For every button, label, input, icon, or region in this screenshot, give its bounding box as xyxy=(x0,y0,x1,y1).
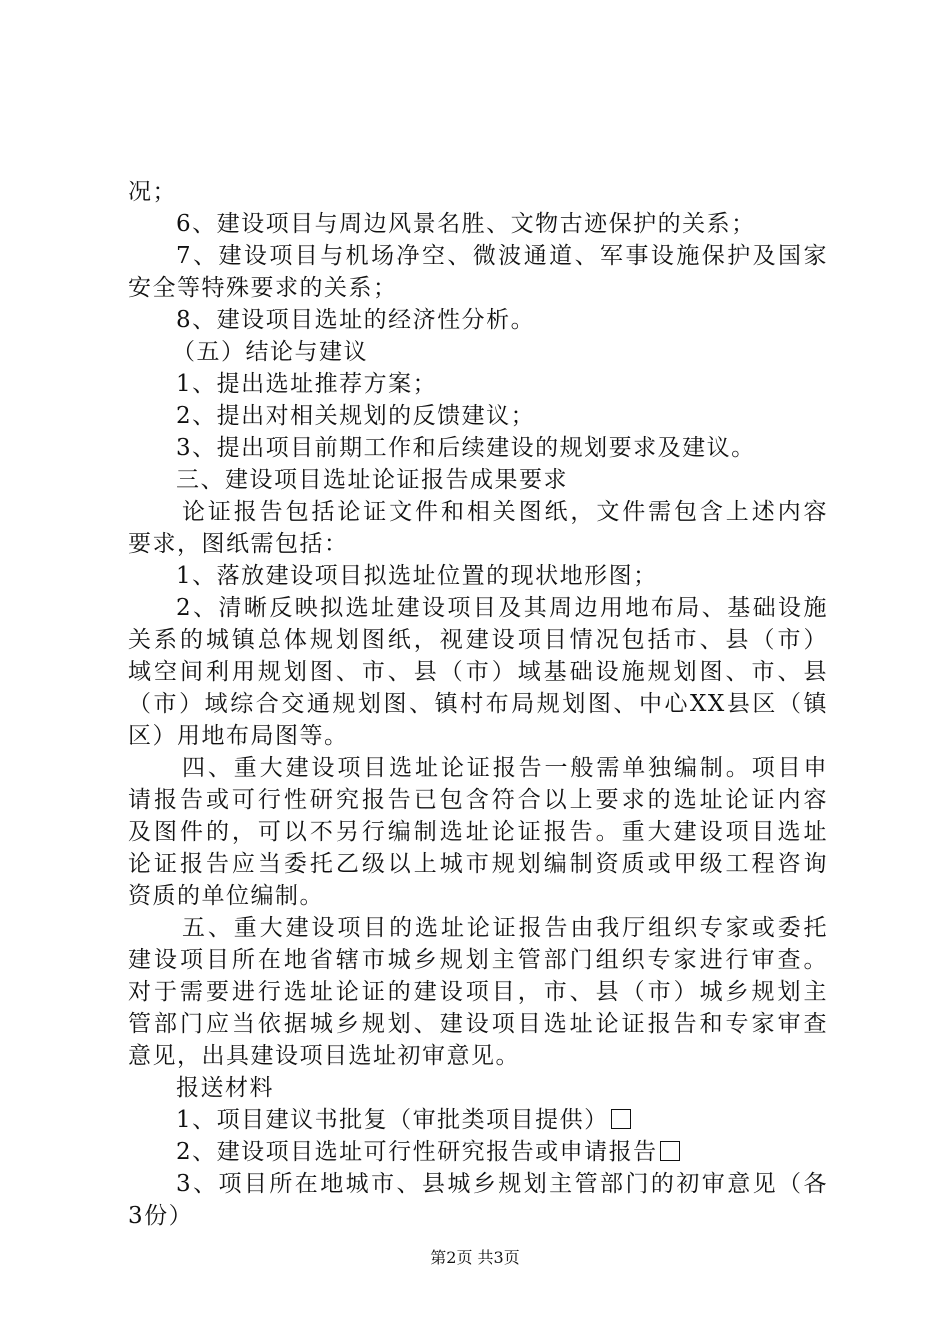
document-line xyxy=(128,272,828,304)
document-line xyxy=(128,720,828,752)
document-line xyxy=(128,944,828,976)
document-line xyxy=(128,208,828,240)
line-text: 况； xyxy=(128,179,177,205)
line-text: 论证报告包括论证文件和相关图纸，文件需包含上述内容 xyxy=(182,499,828,525)
line-text: 2、建设项目选址可行性研究报告或申请报告 xyxy=(176,1139,658,1165)
page-footer: 第2页 共3页 xyxy=(430,1248,520,1267)
line-text: 3、项目所在地城市、县城乡规划主管部门的初审意见（各 xyxy=(176,1171,828,1197)
document-line xyxy=(128,336,828,368)
document-line xyxy=(128,784,828,816)
document-line xyxy=(128,464,828,496)
document-line xyxy=(128,976,828,1008)
document-line xyxy=(128,1136,828,1168)
document-line xyxy=(128,752,828,784)
document-line xyxy=(128,240,828,272)
line-text: 对于需要进行选址论证的建设项目，市、县（市）城乡规划主 xyxy=(128,979,828,1005)
document-line xyxy=(128,176,828,208)
document-line xyxy=(128,880,828,912)
checkbox-square-icon xyxy=(660,1141,680,1161)
line-text: 8、建设项目选址的经济性分析。 xyxy=(176,307,536,333)
line-text: 四、重大建设项目选址论证报告一般需单独编制。项目申 xyxy=(182,755,828,781)
document-line xyxy=(128,1104,828,1136)
line-text: 2、清晰反映拟选址建设项目及其周边用地布局、基础设施 xyxy=(176,595,828,621)
document-line xyxy=(128,912,828,944)
line-text: 1、落放建设项目拟选址位置的现状地形图； xyxy=(176,563,658,589)
line-text: 意见，出具建设项目选址初审意见。 xyxy=(128,1043,520,1069)
line-text: 6、建设项目与周边风景名胜、文物古迹保护的关系； xyxy=(176,211,756,237)
document-line xyxy=(128,1040,828,1072)
line-text: 及图件的，可以不另行编制选址论证报告。重大建设项目选址 xyxy=(128,819,828,845)
line-text: 资质的单位编制。 xyxy=(128,883,324,909)
line-text: 建设项目所在地省辖市城乡规划主管部门组织专家进行审查。 xyxy=(128,947,828,973)
line-text: 3份） xyxy=(128,1203,194,1229)
document-line xyxy=(128,368,828,400)
document-line xyxy=(128,848,828,880)
document-line xyxy=(128,656,828,688)
line-text: 五、重大建设项目的选址论证报告由我厅组织专家或委托 xyxy=(182,915,828,941)
line-text: 1、项目建议书批复（审批类项目提供） xyxy=(176,1107,609,1133)
document-line xyxy=(128,496,828,528)
document-line xyxy=(128,1200,828,1232)
document-line xyxy=(128,1168,828,1200)
document-line xyxy=(128,528,828,560)
line-text: （市）域综合交通规划图、镇村布局规划图、中心XX县区（镇 xyxy=(128,691,828,717)
line-text: 要求，图纸需包括： xyxy=(128,531,349,557)
checkbox-square-icon xyxy=(611,1109,631,1129)
line-text: 3、提出项目前期工作和后续建设的规划要求及建议。 xyxy=(176,435,756,461)
line-text: 7、建设项目与机场净空、微波通道、军事设施保护及国家 xyxy=(176,243,828,269)
line-text: 管部门应当依据城乡规划、建设项目选址论证报告和专家审查 xyxy=(128,1011,828,1037)
document-line xyxy=(128,432,828,464)
document-body xyxy=(128,176,828,1232)
line-text: 论证报告应当委托乙级以上城市规划编制资质或甲级工程咨询 xyxy=(128,851,828,877)
document-line xyxy=(128,400,828,432)
document-line xyxy=(128,1008,828,1040)
line-text: 安全等特殊要求的关系； xyxy=(128,275,398,301)
document-line xyxy=(128,560,828,592)
document-line xyxy=(128,688,828,720)
line-text: 三、建设项目选址论证报告成果要求 xyxy=(176,467,568,493)
document-line xyxy=(128,1072,828,1104)
line-text: 域空间利用规划图、市、县（市）域基础设施规划图、市、县 xyxy=(128,659,828,685)
line-text: 1、提出选址推荐方案； xyxy=(176,371,438,397)
document-line xyxy=(128,624,828,656)
document-line xyxy=(128,304,828,336)
line-text: 报送材料 xyxy=(176,1075,274,1101)
line-text: （五）结论与建议 xyxy=(172,339,368,365)
line-text: 2、提出对相关规划的反馈建议； xyxy=(176,403,536,429)
line-text: 区）用地布局图等。 xyxy=(128,723,349,749)
document-line xyxy=(128,592,828,624)
line-text: 关系的城镇总体规划图纸，视建设项目情况包括市、县（市） xyxy=(128,627,828,653)
document-line xyxy=(128,816,828,848)
line-text: 请报告或可行性研究报告已包含符合以上要求的选址论证内容 xyxy=(128,787,828,813)
